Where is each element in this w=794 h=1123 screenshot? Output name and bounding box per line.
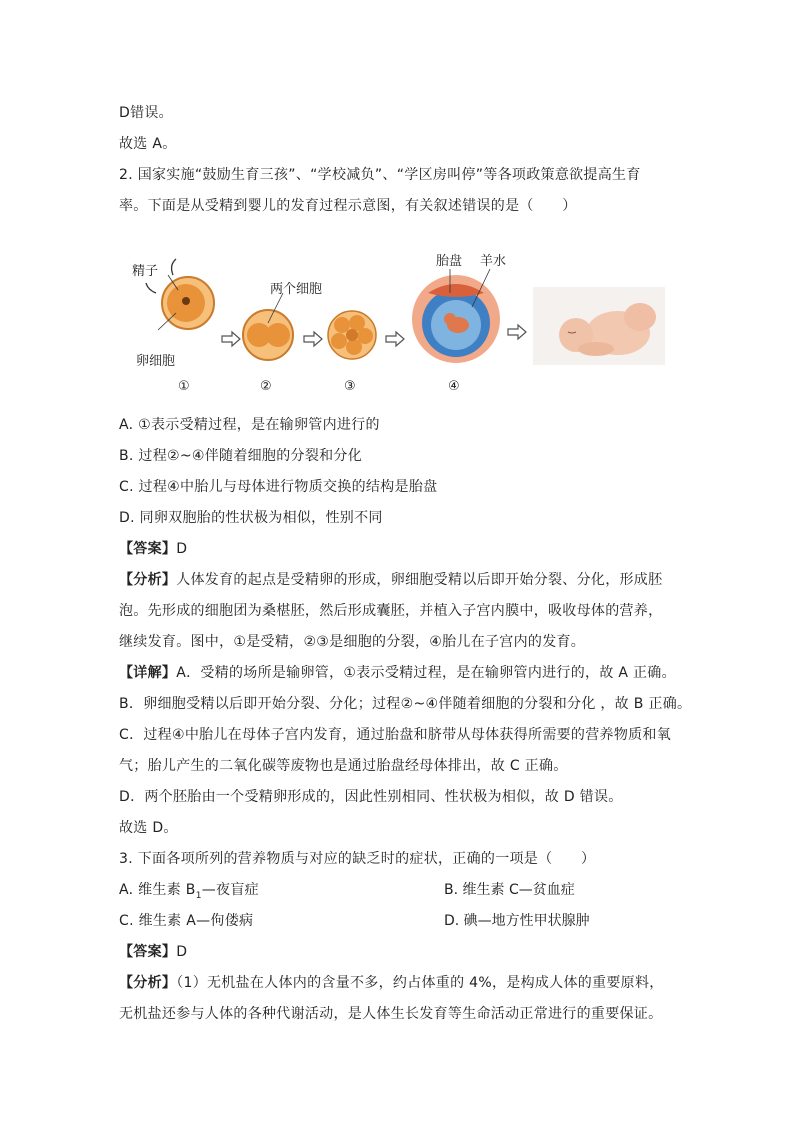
- question-3: 3. 下面各项所列的营养物质与对应的缺乏时的症状，正确的一项是（ ）: [119, 851, 596, 867]
- baby-photo: [533, 287, 665, 365]
- two-cells-label: 两个细胞: [270, 282, 323, 297]
- detail-text: A．受精的场所是输卵管，①表示受精过程，是在输卵管内进行的，故 A 正确。: [176, 665, 676, 681]
- option-b: B. 过程②~④伴随着细胞的分裂和分化: [119, 448, 363, 464]
- option-text: —夜盲症: [201, 882, 259, 898]
- amniotic-fluid-label: 羊水: [480, 254, 507, 269]
- detail-2-d: D．两个胚胎由一个受精卵形成的，因此性别相同、性状极为相似，故 D 错误。: [119, 789, 623, 805]
- analysis-tag: 【分析】: [119, 572, 177, 588]
- stage-2-number: ②: [260, 379, 272, 394]
- stage-2-two-cells-image: [243, 293, 293, 360]
- stage-1-number: ①: [178, 379, 190, 394]
- option-c: C. 过程④中胎儿与母体进行物质交换的结构是胎盘: [119, 479, 438, 495]
- answer-2: [119, 539, 675, 559]
- question-3-option-c: C. 维生素 A—佝偻病: [119, 913, 254, 929]
- detail-2-a: [119, 663, 675, 683]
- selection-2: 故选 D。: [119, 820, 178, 836]
- detail-2-c-line-1: C．过程④中胎儿在母体子宫内发育，通过胎盘和脐带从母体获得所需要的营养物质和氧: [119, 727, 672, 743]
- detail-2-c-line-2: 气；胎儿产生的二氧化碳等废物也是通过胎盘经母体排出，故 C 正确。: [119, 758, 568, 774]
- answer-tag: 【答案】: [119, 944, 177, 960]
- detail-2-b: B．卵细胞受精以后即开始分裂、分化；过程②~④伴随着细胞的分裂和分化 ，故 B 正确。: [119, 696, 692, 712]
- arrow-icon: [222, 332, 240, 346]
- question-3-option-b: B. 维生素 C—贫血症: [444, 882, 575, 898]
- analysis-tag: 【分析】: [119, 975, 177, 991]
- arrow-icon: [304, 332, 322, 346]
- answer-value: D: [176, 541, 188, 557]
- option-text: A. 维生素 B: [119, 882, 196, 898]
- sperm-label: 精子: [132, 264, 159, 279]
- answer-tag: 【答案】: [119, 541, 177, 557]
- text-line: 故选 A。: [119, 136, 177, 152]
- stage-4-number: ④: [448, 379, 460, 394]
- stage-3-cell-cluster-image: [328, 311, 376, 359]
- option-d: D. 同卵双胞胎的性状极为相似，性别不同: [119, 510, 383, 526]
- arrow-icon: [386, 332, 404, 346]
- subscript: 1: [195, 890, 202, 901]
- answer-3: [119, 942, 675, 962]
- stage-4-fetus-in-uterus-image: [412, 275, 500, 363]
- stage-3-number: ③: [344, 379, 356, 394]
- analysis-text: （1）无机盐在人体内的含量不多，约占体重的 4%，是构成人体的重要原料，无机盐还参与人体的各种代谢活动，是人体生长发育等生命活动正常进行的重要保证。: [119, 975, 664, 1022]
- placenta-label: 胎盘: [436, 254, 463, 269]
- answer-value: D: [176, 944, 188, 960]
- analysis-text: 人体发育的起点是受精卵的形成，卵细胞受精以后即开始分裂、分化，形成胚泡。先形成的细胞团为桑椹胚，然后形成囊胚，并植入子宫内膜中，吸收母体的营养，继续发育。图中，①是受精，②③是细胞的分裂，④胎儿在子宫内的发育。: [119, 572, 663, 650]
- option-a: A. ①表示受精过程，是在输卵管内进行的: [119, 417, 380, 433]
- analysis-3: [119, 968, 675, 1030]
- arrow-icon: [508, 325, 526, 339]
- text-line: D错误。: [119, 105, 173, 121]
- question-3-option-d: D. 碘—地方性甲状腺肿: [444, 913, 590, 929]
- question-3-option-a: [119, 880, 419, 906]
- detail-tag: 【详解】: [119, 665, 177, 681]
- egg-label: 卵细胞: [136, 354, 176, 369]
- analysis-2: [119, 565, 675, 658]
- question-2-line-1: 2. 国家实施“鼓励生育三孩”、“学校减负”、“学区房叫停”等各项政策意欲提高生育: [119, 167, 641, 183]
- question-2-line-2: 率。下面是从受精到婴儿的发育过程示意图，有关叙述错误的是（ ）: [119, 198, 577, 214]
- development-diagram: [128, 235, 673, 400]
